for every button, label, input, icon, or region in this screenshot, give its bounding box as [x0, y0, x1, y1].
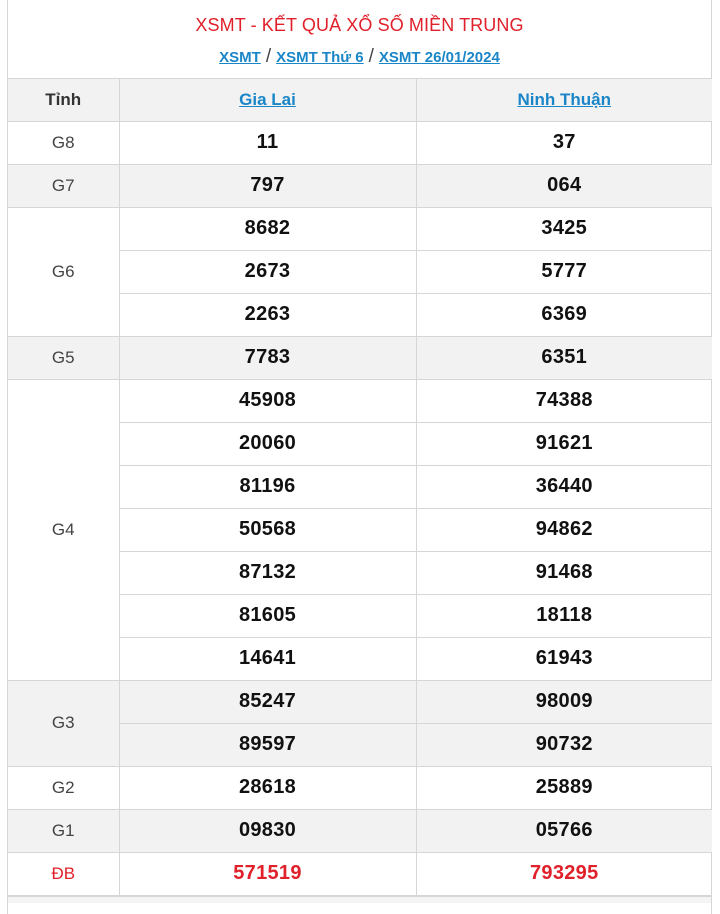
breadcrumb-separator: / — [368, 46, 374, 67]
result-gia-lai-g4-3: 81196 — [119, 465, 416, 508]
breadcrumb-link-xsmt-date[interactable]: XSMT 26/01/2024 — [378, 49, 500, 66]
result-ninh-thuan-g4-7: 61943 — [416, 637, 712, 680]
breadcrumb-link-xsmt-thu-6[interactable]: XSMT Thứ 6 — [276, 49, 364, 66]
prize-label-g3: G3 — [8, 680, 119, 766]
result-ninh-thuan-g3-2: 90732 — [416, 723, 712, 766]
result-ninh-thuan-g3-1: 98009 — [416, 680, 712, 723]
result-ninh-thuan-g2: 25889 — [416, 766, 712, 809]
result-ninh-thuan-g7: 064 — [416, 164, 712, 207]
column-header-province: Tỉnh — [8, 79, 119, 121]
column-header-gia-lai — [119, 79, 416, 121]
table-row-g6 — [8, 207, 712, 250]
prize-label-g7: G7 — [8, 164, 119, 207]
result-gia-lai-g4-5: 87132 — [119, 551, 416, 594]
breadcrumb-link-xsmt[interactable]: XSMT — [219, 49, 261, 66]
prize-label-g6: G6 — [8, 207, 119, 336]
result-gia-lai-g4-1: 45908 — [119, 379, 416, 422]
result-ninh-thuan-g6-2: 5777 — [416, 250, 712, 293]
result-gia-lai-g4-2: 20060 — [119, 422, 416, 465]
result-ninh-thuan-g6-1: 3425 — [416, 207, 712, 250]
column-header-ninh-thuan — [416, 79, 712, 121]
prize-label-g4: G4 — [8, 379, 119, 680]
result-ninh-thuan-g4-5: 91468 — [416, 551, 712, 594]
result-gia-lai-g3-1: 85247 — [119, 680, 416, 723]
prize-label-g1: G1 — [8, 809, 119, 852]
result-gia-lai-g1: 09830 — [119, 809, 416, 852]
result-ninh-thuan-g1: 05766 — [416, 809, 712, 852]
results-header — [8, 0, 711, 79]
province-link-ninh-thuan[interactable]: Ninh Thuận — [517, 89, 611, 109]
result-gia-lai-g2: 28618 — [119, 766, 416, 809]
table-row-g1 — [8, 809, 712, 852]
result-ninh-thuan-g5: 6351 — [416, 336, 712, 379]
table-row-g8 — [8, 121, 712, 164]
result-ninh-thuan-g4-2: 91621 — [416, 422, 712, 465]
result-ninh-thuan-g4-1: 74388 — [416, 379, 712, 422]
result-gia-lai-g6-3: 2263 — [119, 293, 416, 336]
result-ninh-thuan-special: 793295 — [416, 852, 712, 895]
result-ninh-thuan-g4-3: 36440 — [416, 465, 712, 508]
result-gia-lai-g4-6: 81605 — [119, 594, 416, 637]
table-row-g3 — [8, 680, 712, 723]
result-gia-lai-g6-2: 2673 — [119, 250, 416, 293]
results-panel — [7, 0, 712, 914]
province-link-gia-lai[interactable]: Gia Lai — [239, 89, 296, 109]
breadcrumb-separator: / — [265, 46, 272, 67]
table-footer-divider — [8, 896, 711, 903]
prize-label-special: ĐB — [8, 852, 119, 895]
prize-label-g5: G5 — [8, 336, 119, 379]
prize-label-g2: G2 — [8, 766, 119, 809]
table-row-g5 — [8, 336, 712, 379]
result-gia-lai-g6-1: 8682 — [119, 207, 416, 250]
table-header-row — [8, 79, 712, 121]
result-gia-lai-g7: 797 — [119, 164, 416, 207]
results-table — [8, 79, 712, 896]
result-gia-lai-g4-7: 14641 — [119, 637, 416, 680]
result-ninh-thuan-g4-6: 18118 — [416, 594, 712, 637]
result-gia-lai-g4-4: 50568 — [119, 508, 416, 551]
result-gia-lai-g3-2: 89597 — [119, 723, 416, 766]
result-ninh-thuan-g8: 37 — [416, 121, 712, 164]
result-gia-lai-special: 571519 — [119, 852, 416, 895]
table-row-g7 — [8, 164, 712, 207]
result-ninh-thuan-g4-4: 94862 — [416, 508, 712, 551]
breadcrumb — [8, 47, 711, 68]
result-ninh-thuan-g6-3: 6369 — [416, 293, 712, 336]
result-gia-lai-g5: 7783 — [119, 336, 416, 379]
prize-label-g8: G8 — [8, 121, 119, 164]
result-gia-lai-g8: 11 — [119, 121, 416, 164]
table-row-special — [8, 852, 712, 895]
table-row-g2 — [8, 766, 712, 809]
page-title: XSMT - KẾT QUẢ XỔ SỐ MIỀN TRUNG — [195, 15, 524, 35]
table-row-g4 — [8, 379, 712, 422]
